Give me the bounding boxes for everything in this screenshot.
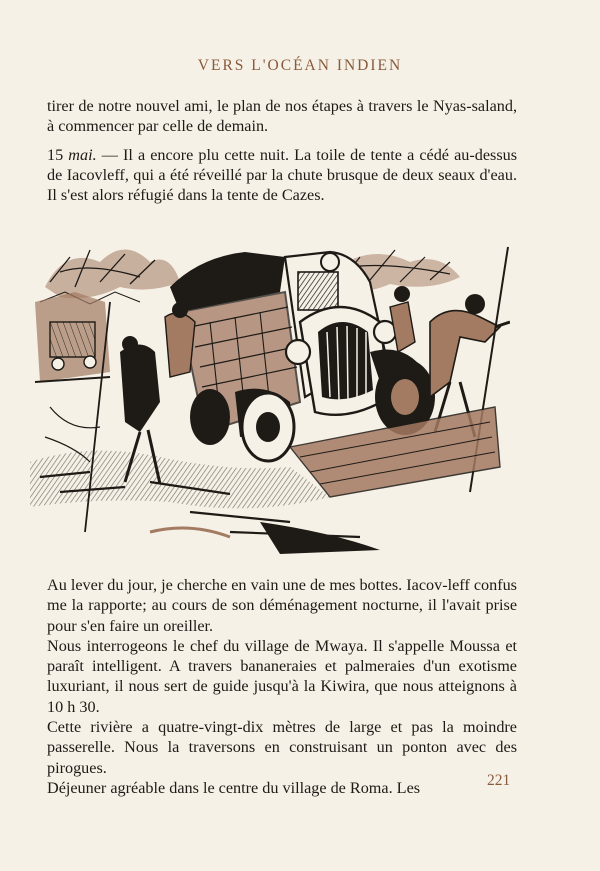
paragraph-4: Nous interrogeons le chef du village de Mwaya. Il s'appelle Moussa et paraît intelligent. A travers bananeraies et palmeraies d'un exotisme luxuriant, il nous sert de guide jusqu'à la Kiwira, que nous atteignons à 10 h 30. (47, 636, 517, 716)
paragraph-2-text: — Il a encore plu cette nuit. La toile de tente a cédé au-dessus de Iacovleff, qui a été réveillé par la chute brusque de deux seaux d'eau. Il s'est alors réfugié dans la tente de Cazes. (47, 145, 518, 205)
paragraph-6: Déjeuner agréable dans le centre du village de Roma. Les (47, 778, 421, 797)
paragraph-1: tirer de notre nouvel ami, le plan de nos étapes à travers le Nyas-saland, à commencer par celle de demain. (47, 97, 517, 136)
entry-date-month: mai. (68, 145, 97, 164)
bottom-text-block (47, 575, 517, 798)
paragraph-2 (47, 145, 517, 206)
paragraph-3: Au lever du jour, je cherche en vain une de mes bottes. Iacov-leff confus me la rapporte; au cours de son déménagement nocturne, il l'avait prise pour s'en faire un oreiller. (47, 576, 517, 635)
page-number: 221 (487, 772, 511, 789)
top-text-block (47, 96, 517, 205)
running-head: VERS L'OCÉAN INDIEN (197, 57, 403, 74)
paragraph-5: Cette rivière a quatre-vingt-dix mètres de large et pas la moindre passerelle. Nous la traversons en construisant un ponton avec des pirogues. (47, 718, 517, 777)
entry-date-day: 15 (47, 145, 64, 164)
truck-illustration (30, 232, 510, 557)
background-vehicle (35, 292, 110, 382)
